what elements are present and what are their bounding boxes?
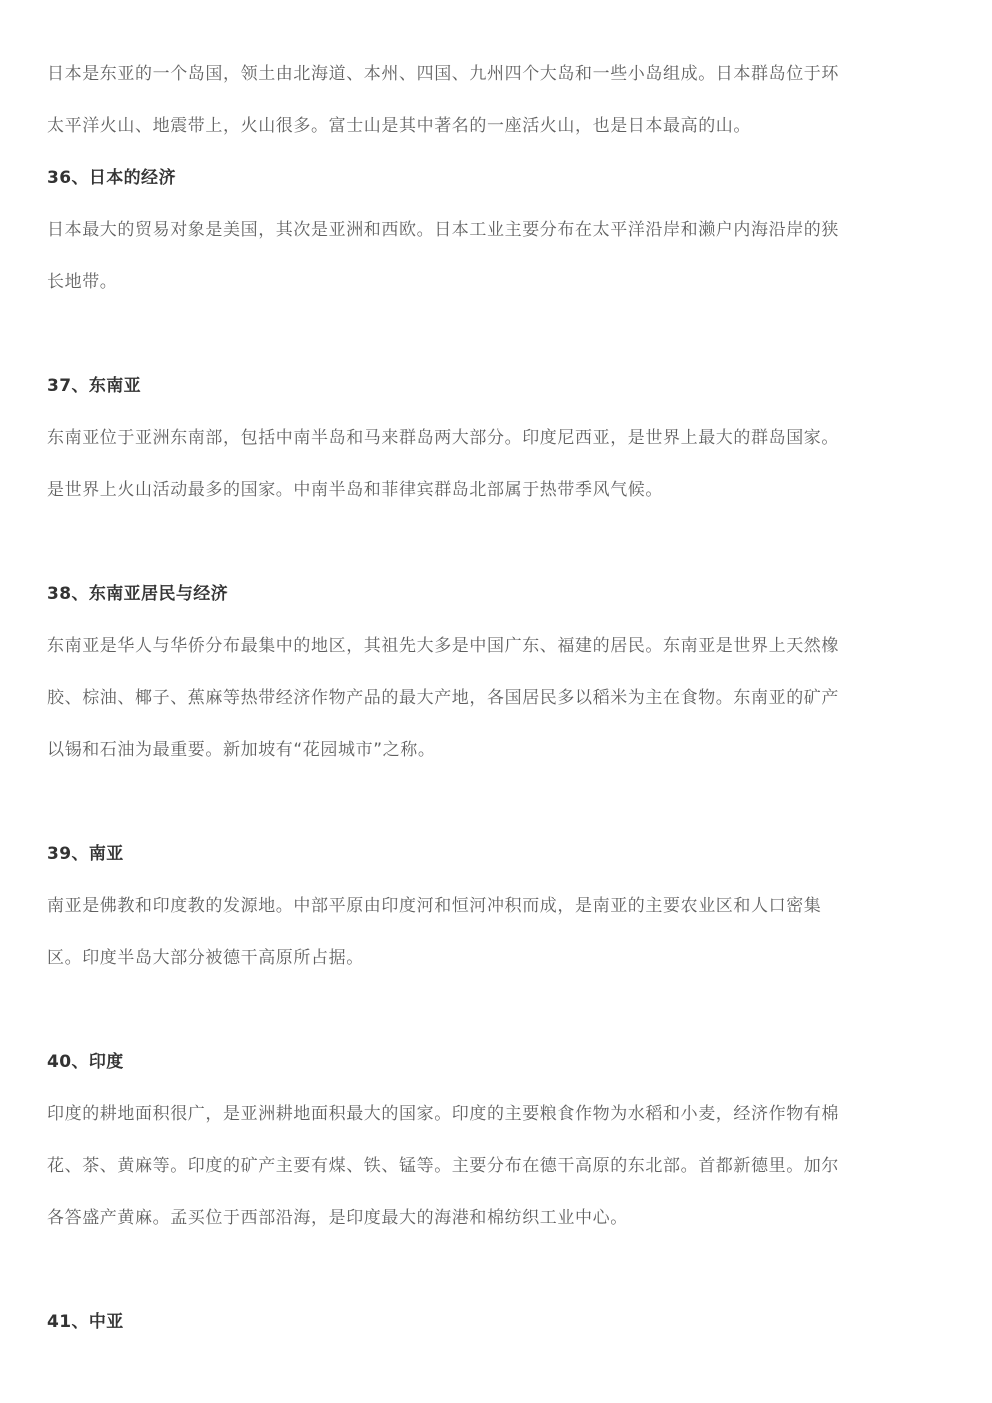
paragraph-japan-geography: 日本是东亚的一个岛国，领土由北海道、本州、四国、九州四个大岛和一些小岛组成。日本群岛位于环太平洋火山、地震带上，火山很多。富士山是其中著名的一座活火山，也是日本最高的山。	[47, 64, 839, 136]
heading-41: 41、中亚	[47, 1312, 124, 1332]
paragraph-japan-economy: 日本最大的贸易对象是美国，其次是亚洲和西欧。日本工业主要分布在太平洋沿岸和濑户内海沿岸的狭长地带。	[47, 220, 839, 292]
paragraph-southeast-asia-economy: 东南亚是华人与华侨分布最集中的地区，其祖先大多是中国广东、福建的居民。东南亚是世界上天然橡胶、棕油、椰子、蕉麻等热带经济作物产品的最大产地，各国居民多以稻米为主在食物。东南亚的矿产以锡和石油为最重要。新加坡有“花园城市”之称。	[47, 636, 839, 760]
paragraph-southeast-asia: 东南亚位于亚洲东南部，包括中南半岛和马来群岛两大部分。印度尼西亚，是世界上最大的群岛国家。是世界上火山活动最多的国家。中南半岛和菲律宾群岛北部属于热带季风气候。	[47, 428, 839, 500]
section-gap	[47, 984, 847, 1036]
heading-37: 37、东南亚	[47, 376, 142, 396]
heading-40: 40、印度	[47, 1052, 124, 1072]
heading-38: 38、东南亚居民与经济	[47, 584, 229, 604]
section-gap	[47, 776, 847, 828]
paragraph-india: 印度的耕地面积很广，是亚洲耕地面积最大的国家。印度的主要粮食作物为水稻和小麦，经济作物有棉花、茶、黄麻等。印度的矿产主要有煤、铁、锰等。主要分布在德干高原的东北部。首都新德里。加尔各答盛产黄麻。孟买位于西部沿海，是印度最大的海港和棉纺织工业中心。	[47, 1104, 839, 1228]
paragraph-south-asia: 南亚是佛教和印度教的发源地。中部平原由印度河和恒河冲积而成，是南亚的主要农业区和人口密集区。印度半岛大部分被德干高原所占据。	[47, 896, 822, 968]
heading-39: 39、南亚	[47, 844, 124, 864]
section-gap	[47, 308, 847, 360]
section-gap	[47, 1244, 847, 1296]
section-gap	[47, 516, 847, 568]
document-page	[47, 48, 847, 1348]
heading-36: 36、日本的经济	[47, 168, 176, 188]
